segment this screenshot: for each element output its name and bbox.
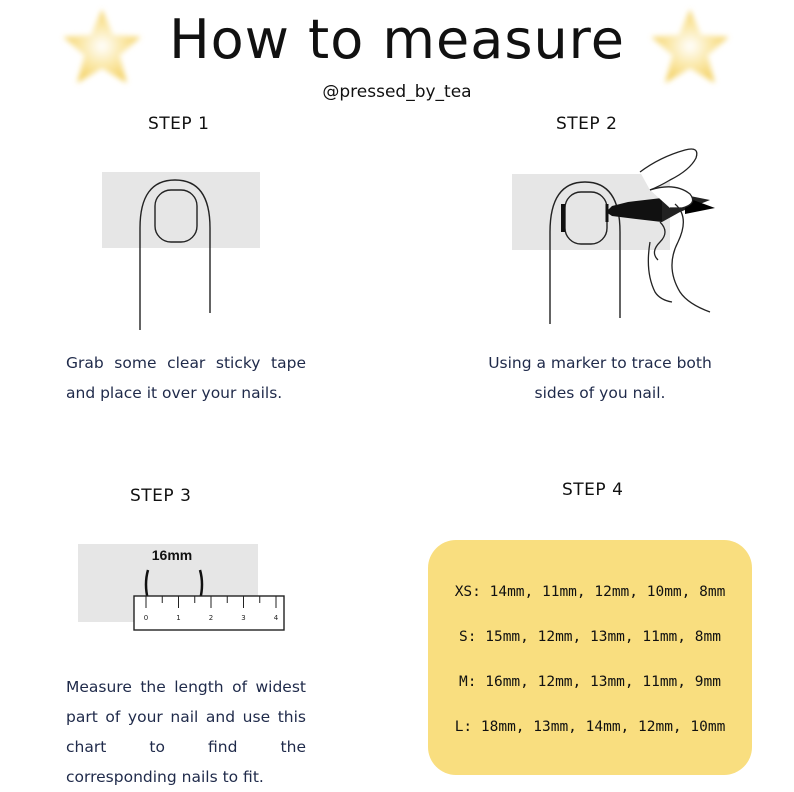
ruler-tick-label: 3 [241, 614, 246, 622]
size-row-xs: XS: 14mm, 11mm, 12mm, 10mm, 8mm [454, 584, 726, 600]
step-4-label: STEP 4 [562, 480, 624, 500]
finger-illustration-step-1 [100, 168, 262, 333]
step-1-line-2: and place it over your nails. [66, 384, 283, 402]
ruler-tick-label: 2 [208, 614, 214, 622]
step-1-label: STEP 1 [148, 114, 210, 134]
step-2-line-1: Using a marker to trace both [488, 354, 712, 372]
step-2-description [470, 348, 730, 408]
marker-hand-illustration-step-2 [510, 142, 725, 332]
step-2-label: STEP 2 [556, 114, 618, 134]
step-1-description [66, 348, 306, 408]
step-1-line-1: Grab some clear sticky tape [66, 354, 306, 372]
step-2-line-2: sides of you nail. [534, 384, 666, 402]
ruler-tick-label: 4 [273, 614, 279, 622]
step-3-line-3-text: chart to find the [66, 738, 306, 756]
step-3-label: STEP 3 [130, 486, 192, 506]
ruler-tick-label: 0 [143, 614, 149, 622]
measurement-label: 16mm [151, 547, 193, 563]
step-3-line-2: part of your nail and use this [66, 708, 306, 726]
ruler-illustration-step-3 [76, 540, 290, 632]
ruler-tick-label: 1 [176, 614, 181, 622]
size-row-l: L: 18mm, 13mm, 14mm, 12mm, 10mm [454, 719, 726, 735]
step-3-line-3 [66, 732, 306, 762]
author-handle: @pressed_by_tea [322, 82, 472, 102]
size-row-s: S: 15mm, 12mm, 13mm, 11mm, 8mm [459, 629, 721, 645]
size-row-m: M: 16mm, 12mm, 13mm, 11mm, 9mm [459, 674, 721, 690]
step-3-line-4: corresponding nails to fit. [66, 768, 264, 786]
page-title: How to measure [169, 8, 625, 71]
step-3-line-1: Measure the length of widest [66, 678, 306, 696]
size-chart-card [428, 540, 752, 775]
step-3-description [66, 672, 306, 792]
